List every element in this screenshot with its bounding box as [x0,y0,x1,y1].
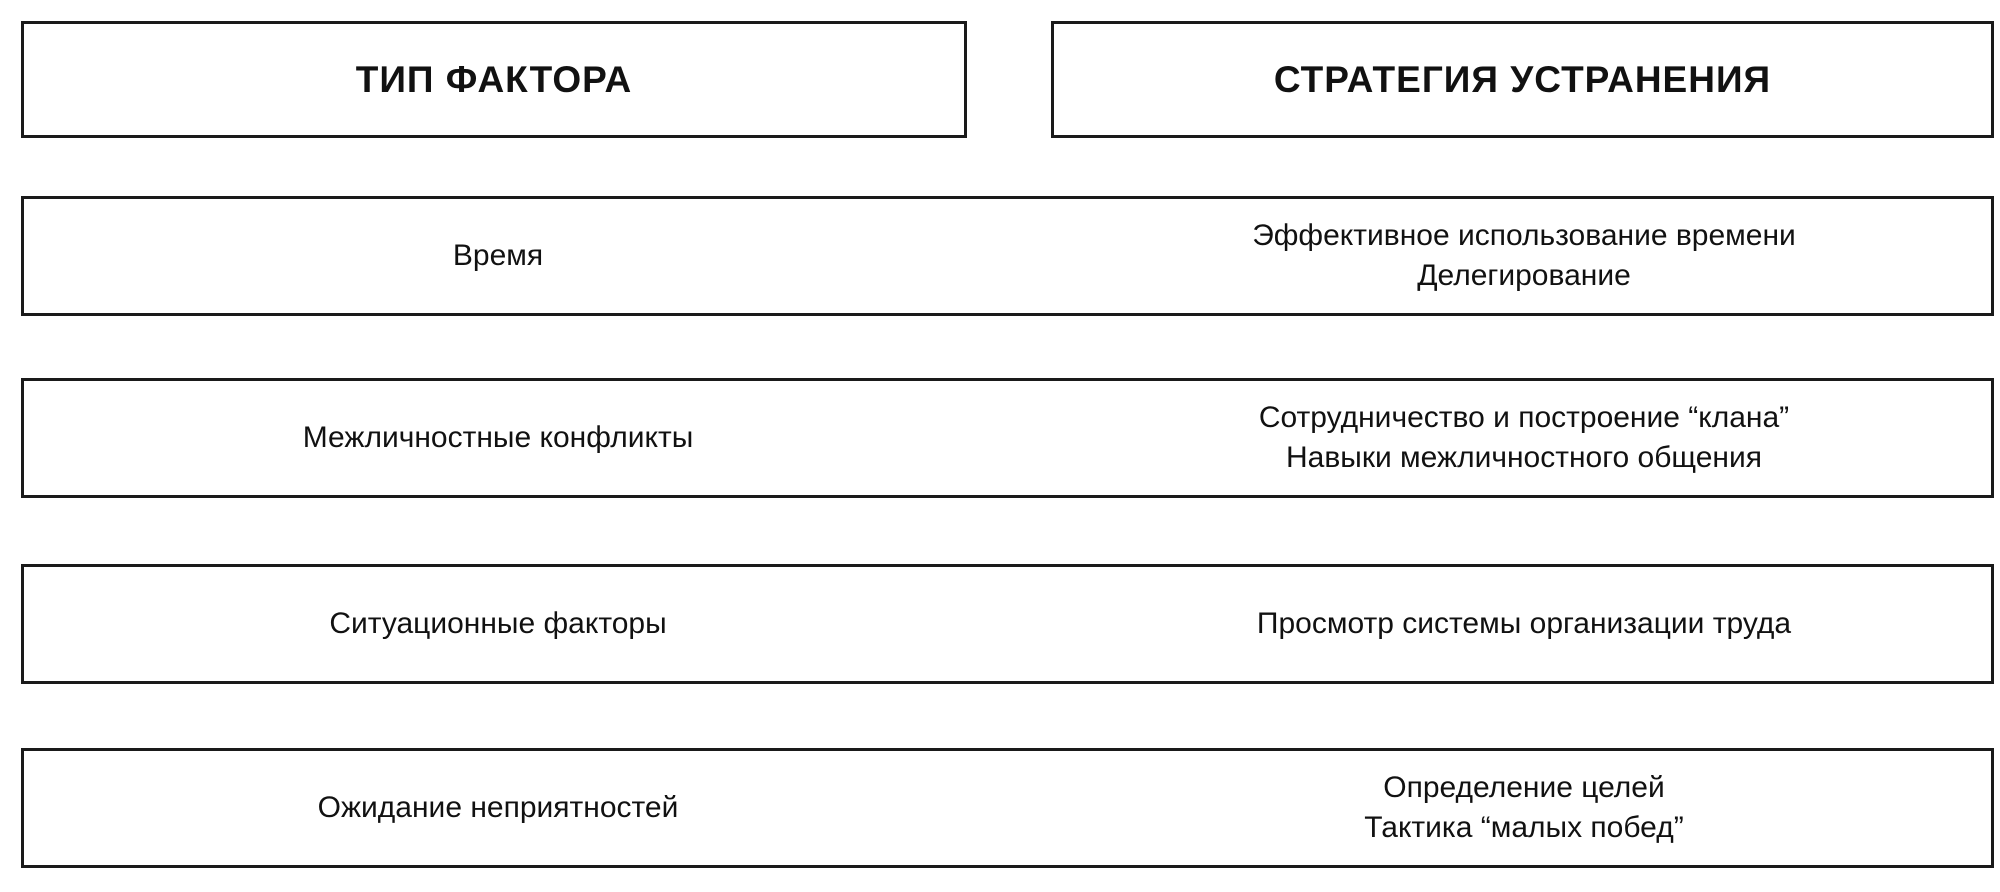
factor-label: Ожидание неприятностей [317,791,679,824]
factor-label: Время [452,239,544,272]
strategy-line: Эффективное использование времени [1252,219,1796,252]
factor-row-time [21,196,1994,316]
factor-cell [24,751,972,865]
factor-type-header [21,21,967,138]
factor-cell [24,567,972,681]
factor-cell [24,381,972,495]
factor-label: Ситуационные факторы [329,607,667,640]
factor-cell [24,199,972,313]
strategy-line: Определение целей [1383,771,1665,804]
factor-row-interpersonal-conflicts [21,378,1994,498]
strategy-line: Навыки межличностного общения [1285,441,1762,474]
strategy-line: Делегирование [1417,259,1631,292]
factor-row-anticipation [21,748,1994,868]
strategy-header-label: СТРАТЕГИЯ УСТРАНЕНИЯ [1273,58,1772,100]
strategy-header [1051,21,1994,138]
strategy-line: Сотрудничество и построение “клана” [1258,401,1790,434]
strategy-line: Просмотр системы организации труда [1256,607,1792,640]
factor-type-header-label: ТИП ФАКТОРА [355,58,633,100]
strategy-line: Тактика “малых побед” [1364,811,1684,844]
strategy-cell [1054,199,1994,313]
strategy-cell [1054,567,1994,681]
factor-label: Межличностные конфликты [302,421,694,454]
factor-row-situational [21,564,1994,684]
strategy-cell [1054,751,1994,865]
strategy-cell [1054,381,1994,495]
